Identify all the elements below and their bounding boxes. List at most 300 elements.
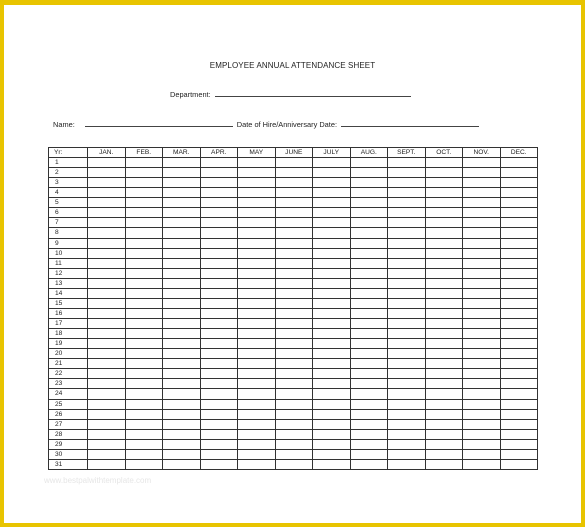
attendance-cell[interactable] bbox=[463, 329, 501, 339]
attendance-cell[interactable] bbox=[238, 389, 276, 399]
attendance-cell[interactable] bbox=[425, 429, 463, 439]
attendance-cell[interactable] bbox=[350, 238, 388, 248]
attendance-cell[interactable] bbox=[163, 208, 201, 218]
attendance-cell[interactable] bbox=[388, 399, 426, 409]
attendance-cell[interactable] bbox=[275, 399, 313, 409]
attendance-cell[interactable] bbox=[200, 198, 238, 208]
attendance-cell[interactable] bbox=[500, 339, 538, 349]
attendance-cell[interactable] bbox=[500, 268, 538, 278]
attendance-cell[interactable] bbox=[313, 449, 351, 459]
attendance-cell[interactable] bbox=[350, 399, 388, 409]
attendance-cell[interactable] bbox=[125, 429, 163, 439]
attendance-cell[interactable] bbox=[125, 409, 163, 419]
attendance-cell[interactable] bbox=[88, 218, 126, 228]
attendance-cell[interactable] bbox=[238, 359, 276, 369]
attendance-cell[interactable] bbox=[463, 369, 501, 379]
attendance-cell[interactable] bbox=[275, 308, 313, 318]
attendance-cell[interactable] bbox=[350, 369, 388, 379]
attendance-cell[interactable] bbox=[500, 349, 538, 359]
attendance-cell[interactable] bbox=[425, 158, 463, 168]
attendance-cell[interactable] bbox=[88, 258, 126, 268]
attendance-cell[interactable] bbox=[425, 178, 463, 188]
attendance-cell[interactable] bbox=[88, 369, 126, 379]
attendance-cell[interactable] bbox=[500, 248, 538, 258]
attendance-cell[interactable] bbox=[463, 268, 501, 278]
attendance-cell[interactable] bbox=[238, 248, 276, 258]
attendance-cell[interactable] bbox=[88, 228, 126, 238]
attendance-cell[interactable] bbox=[425, 399, 463, 409]
attendance-cell[interactable] bbox=[425, 208, 463, 218]
attendance-cell[interactable] bbox=[163, 308, 201, 318]
attendance-cell[interactable] bbox=[125, 198, 163, 208]
attendance-cell[interactable] bbox=[125, 389, 163, 399]
attendance-cell[interactable] bbox=[238, 288, 276, 298]
attendance-cell[interactable] bbox=[388, 459, 426, 469]
attendance-cell[interactable] bbox=[350, 379, 388, 389]
attendance-cell[interactable] bbox=[275, 459, 313, 469]
attendance-cell[interactable] bbox=[238, 198, 276, 208]
attendance-cell[interactable] bbox=[88, 308, 126, 318]
attendance-cell[interactable] bbox=[163, 459, 201, 469]
attendance-cell[interactable] bbox=[350, 339, 388, 349]
attendance-cell[interactable] bbox=[200, 298, 238, 308]
attendance-cell[interactable] bbox=[388, 238, 426, 248]
attendance-cell[interactable] bbox=[425, 218, 463, 228]
attendance-cell[interactable] bbox=[200, 409, 238, 419]
attendance-cell[interactable] bbox=[388, 178, 426, 188]
attendance-cell[interactable] bbox=[275, 359, 313, 369]
attendance-cell[interactable] bbox=[275, 218, 313, 228]
department-blank-line[interactable] bbox=[215, 90, 411, 97]
attendance-cell[interactable] bbox=[200, 419, 238, 429]
attendance-cell[interactable] bbox=[350, 319, 388, 329]
attendance-cell[interactable] bbox=[163, 319, 201, 329]
attendance-cell[interactable] bbox=[238, 228, 276, 238]
attendance-cell[interactable] bbox=[350, 349, 388, 359]
attendance-cell[interactable] bbox=[238, 158, 276, 168]
attendance-cell[interactable] bbox=[388, 248, 426, 258]
attendance-cell[interactable] bbox=[88, 288, 126, 298]
attendance-cell[interactable] bbox=[125, 308, 163, 318]
attendance-cell[interactable] bbox=[350, 208, 388, 218]
attendance-cell[interactable] bbox=[88, 429, 126, 439]
attendance-cell[interactable] bbox=[275, 258, 313, 268]
attendance-cell[interactable] bbox=[275, 168, 313, 178]
attendance-cell[interactable] bbox=[500, 449, 538, 459]
attendance-cell[interactable] bbox=[125, 329, 163, 339]
attendance-cell[interactable] bbox=[463, 439, 501, 449]
attendance-cell[interactable] bbox=[388, 198, 426, 208]
attendance-cell[interactable] bbox=[500, 238, 538, 248]
attendance-cell[interactable] bbox=[163, 329, 201, 339]
attendance-cell[interactable] bbox=[425, 449, 463, 459]
attendance-cell[interactable] bbox=[163, 429, 201, 439]
attendance-cell[interactable] bbox=[313, 399, 351, 409]
attendance-cell[interactable] bbox=[238, 258, 276, 268]
attendance-cell[interactable] bbox=[200, 238, 238, 248]
attendance-cell[interactable] bbox=[88, 198, 126, 208]
attendance-cell[interactable] bbox=[425, 268, 463, 278]
attendance-cell[interactable] bbox=[388, 278, 426, 288]
attendance-cell[interactable] bbox=[350, 228, 388, 238]
attendance-cell[interactable] bbox=[200, 329, 238, 339]
attendance-cell[interactable] bbox=[500, 409, 538, 419]
attendance-cell[interactable] bbox=[425, 419, 463, 429]
attendance-cell[interactable] bbox=[163, 349, 201, 359]
attendance-cell[interactable] bbox=[163, 359, 201, 369]
attendance-cell[interactable] bbox=[388, 449, 426, 459]
attendance-cell[interactable] bbox=[463, 409, 501, 419]
attendance-cell[interactable] bbox=[463, 158, 501, 168]
attendance-cell[interactable] bbox=[125, 339, 163, 349]
attendance-cell[interactable] bbox=[238, 349, 276, 359]
attendance-cell[interactable] bbox=[238, 319, 276, 329]
attendance-cell[interactable] bbox=[125, 258, 163, 268]
attendance-cell[interactable] bbox=[463, 339, 501, 349]
attendance-cell[interactable] bbox=[313, 188, 351, 198]
attendance-cell[interactable] bbox=[275, 319, 313, 329]
attendance-cell[interactable] bbox=[463, 429, 501, 439]
attendance-cell[interactable] bbox=[388, 288, 426, 298]
attendance-cell[interactable] bbox=[275, 198, 313, 208]
attendance-cell[interactable] bbox=[425, 188, 463, 198]
attendance-cell[interactable] bbox=[125, 298, 163, 308]
attendance-cell[interactable] bbox=[125, 349, 163, 359]
attendance-cell[interactable] bbox=[388, 409, 426, 419]
attendance-cell[interactable] bbox=[463, 288, 501, 298]
attendance-cell[interactable] bbox=[125, 399, 163, 409]
attendance-cell[interactable] bbox=[275, 228, 313, 238]
attendance-cell[interactable] bbox=[500, 178, 538, 188]
attendance-cell[interactable] bbox=[313, 178, 351, 188]
attendance-cell[interactable] bbox=[425, 228, 463, 238]
attendance-cell[interactable] bbox=[88, 459, 126, 469]
attendance-cell[interactable] bbox=[463, 238, 501, 248]
attendance-cell[interactable] bbox=[238, 238, 276, 248]
attendance-cell[interactable] bbox=[388, 379, 426, 389]
attendance-cell[interactable] bbox=[388, 419, 426, 429]
attendance-cell[interactable] bbox=[388, 319, 426, 329]
attendance-cell[interactable] bbox=[500, 399, 538, 409]
attendance-cell[interactable] bbox=[200, 308, 238, 318]
attendance-cell[interactable] bbox=[275, 379, 313, 389]
attendance-cell[interactable] bbox=[425, 329, 463, 339]
attendance-cell[interactable] bbox=[163, 238, 201, 248]
attendance-cell[interactable] bbox=[500, 429, 538, 439]
attendance-cell[interactable] bbox=[163, 178, 201, 188]
attendance-cell[interactable] bbox=[200, 389, 238, 399]
attendance-cell[interactable] bbox=[350, 278, 388, 288]
attendance-cell[interactable] bbox=[350, 188, 388, 198]
attendance-cell[interactable] bbox=[425, 278, 463, 288]
attendance-cell[interactable] bbox=[163, 188, 201, 198]
attendance-cell[interactable] bbox=[313, 228, 351, 238]
attendance-cell[interactable] bbox=[88, 389, 126, 399]
attendance-cell[interactable] bbox=[463, 379, 501, 389]
attendance-cell[interactable] bbox=[350, 178, 388, 188]
attendance-cell[interactable] bbox=[463, 319, 501, 329]
attendance-cell[interactable] bbox=[500, 228, 538, 238]
attendance-cell[interactable] bbox=[88, 319, 126, 329]
attendance-cell[interactable] bbox=[163, 339, 201, 349]
attendance-cell[interactable] bbox=[200, 349, 238, 359]
attendance-cell[interactable] bbox=[463, 308, 501, 318]
attendance-cell[interactable] bbox=[463, 188, 501, 198]
attendance-cell[interactable] bbox=[275, 158, 313, 168]
attendance-cell[interactable] bbox=[313, 298, 351, 308]
attendance-cell[interactable] bbox=[425, 258, 463, 268]
attendance-cell[interactable] bbox=[313, 308, 351, 318]
attendance-cell[interactable] bbox=[125, 188, 163, 198]
attendance-cell[interactable] bbox=[425, 288, 463, 298]
attendance-cell[interactable] bbox=[425, 339, 463, 349]
attendance-cell[interactable] bbox=[350, 429, 388, 439]
attendance-cell[interactable] bbox=[313, 258, 351, 268]
attendance-cell[interactable] bbox=[238, 399, 276, 409]
attendance-cell[interactable] bbox=[500, 459, 538, 469]
attendance-cell[interactable] bbox=[238, 308, 276, 318]
attendance-cell[interactable] bbox=[88, 208, 126, 218]
attendance-cell[interactable] bbox=[313, 268, 351, 278]
attendance-cell[interactable] bbox=[275, 268, 313, 278]
attendance-cell[interactable] bbox=[388, 158, 426, 168]
attendance-cell[interactable] bbox=[500, 419, 538, 429]
attendance-cell[interactable] bbox=[238, 178, 276, 188]
attendance-cell[interactable] bbox=[463, 258, 501, 268]
attendance-cell[interactable] bbox=[275, 298, 313, 308]
attendance-cell[interactable] bbox=[238, 208, 276, 218]
attendance-cell[interactable] bbox=[238, 449, 276, 459]
attendance-cell[interactable] bbox=[200, 188, 238, 198]
attendance-cell[interactable] bbox=[350, 258, 388, 268]
attendance-cell[interactable] bbox=[275, 409, 313, 419]
attendance-cell[interactable] bbox=[425, 198, 463, 208]
attendance-cell[interactable] bbox=[350, 288, 388, 298]
attendance-cell[interactable] bbox=[350, 419, 388, 429]
attendance-cell[interactable] bbox=[500, 298, 538, 308]
attendance-cell[interactable] bbox=[88, 399, 126, 409]
attendance-cell[interactable] bbox=[200, 178, 238, 188]
attendance-cell[interactable] bbox=[200, 379, 238, 389]
attendance-cell[interactable] bbox=[313, 389, 351, 399]
attendance-cell[interactable] bbox=[200, 439, 238, 449]
attendance-cell[interactable] bbox=[125, 178, 163, 188]
attendance-cell[interactable] bbox=[275, 439, 313, 449]
attendance-cell[interactable] bbox=[200, 399, 238, 409]
attendance-cell[interactable] bbox=[313, 439, 351, 449]
attendance-cell[interactable] bbox=[275, 329, 313, 339]
attendance-cell[interactable] bbox=[350, 449, 388, 459]
attendance-cell[interactable] bbox=[238, 298, 276, 308]
attendance-cell[interactable] bbox=[388, 439, 426, 449]
attendance-cell[interactable] bbox=[388, 359, 426, 369]
attendance-cell[interactable] bbox=[200, 449, 238, 459]
attendance-cell[interactable] bbox=[238, 168, 276, 178]
attendance-cell[interactable] bbox=[388, 369, 426, 379]
attendance-cell[interactable] bbox=[238, 218, 276, 228]
attendance-cell[interactable] bbox=[88, 349, 126, 359]
attendance-cell[interactable] bbox=[313, 339, 351, 349]
attendance-cell[interactable] bbox=[350, 329, 388, 339]
attendance-cell[interactable] bbox=[200, 429, 238, 439]
attendance-cell[interactable] bbox=[125, 288, 163, 298]
attendance-cell[interactable] bbox=[88, 188, 126, 198]
attendance-cell[interactable] bbox=[238, 379, 276, 389]
attendance-cell[interactable] bbox=[88, 298, 126, 308]
attendance-cell[interactable] bbox=[425, 379, 463, 389]
attendance-cell[interactable] bbox=[425, 359, 463, 369]
attendance-cell[interactable] bbox=[275, 369, 313, 379]
attendance-cell[interactable] bbox=[388, 258, 426, 268]
attendance-cell[interactable] bbox=[500, 329, 538, 339]
attendance-cell[interactable] bbox=[425, 298, 463, 308]
attendance-cell[interactable] bbox=[238, 268, 276, 278]
attendance-cell[interactable] bbox=[163, 248, 201, 258]
attendance-cell[interactable] bbox=[88, 359, 126, 369]
attendance-cell[interactable] bbox=[238, 329, 276, 339]
attendance-cell[interactable] bbox=[500, 208, 538, 218]
attendance-cell[interactable] bbox=[163, 158, 201, 168]
attendance-cell[interactable] bbox=[313, 158, 351, 168]
attendance-cell[interactable] bbox=[425, 349, 463, 359]
attendance-cell[interactable] bbox=[388, 298, 426, 308]
attendance-cell[interactable] bbox=[200, 459, 238, 469]
attendance-cell[interactable] bbox=[388, 188, 426, 198]
attendance-cell[interactable] bbox=[88, 158, 126, 168]
attendance-cell[interactable] bbox=[125, 238, 163, 248]
attendance-cell[interactable] bbox=[88, 409, 126, 419]
attendance-cell[interactable] bbox=[350, 218, 388, 228]
attendance-cell[interactable] bbox=[463, 449, 501, 459]
attendance-cell[interactable] bbox=[500, 439, 538, 449]
attendance-cell[interactable] bbox=[163, 268, 201, 278]
attendance-cell[interactable] bbox=[388, 329, 426, 339]
attendance-cell[interactable] bbox=[388, 218, 426, 228]
attendance-cell[interactable] bbox=[500, 319, 538, 329]
attendance-cell[interactable] bbox=[350, 198, 388, 208]
attendance-cell[interactable] bbox=[313, 319, 351, 329]
attendance-cell[interactable] bbox=[313, 288, 351, 298]
attendance-cell[interactable] bbox=[88, 278, 126, 288]
attendance-cell[interactable] bbox=[163, 439, 201, 449]
attendance-cell[interactable] bbox=[163, 298, 201, 308]
attendance-cell[interactable] bbox=[500, 359, 538, 369]
attendance-cell[interactable] bbox=[313, 329, 351, 339]
attendance-cell[interactable] bbox=[388, 339, 426, 349]
attendance-cell[interactable] bbox=[463, 168, 501, 178]
attendance-cell[interactable] bbox=[350, 268, 388, 278]
attendance-cell[interactable] bbox=[388, 268, 426, 278]
attendance-cell[interactable] bbox=[163, 228, 201, 238]
attendance-cell[interactable] bbox=[313, 419, 351, 429]
attendance-cell[interactable] bbox=[238, 409, 276, 419]
attendance-cell[interactable] bbox=[500, 158, 538, 168]
attendance-cell[interactable] bbox=[425, 168, 463, 178]
attendance-cell[interactable] bbox=[125, 218, 163, 228]
attendance-cell[interactable] bbox=[125, 359, 163, 369]
attendance-cell[interactable] bbox=[463, 359, 501, 369]
attendance-cell[interactable] bbox=[275, 208, 313, 218]
attendance-cell[interactable] bbox=[275, 238, 313, 248]
attendance-cell[interactable] bbox=[350, 359, 388, 369]
attendance-cell[interactable] bbox=[388, 308, 426, 318]
attendance-cell[interactable] bbox=[463, 298, 501, 308]
attendance-cell[interactable] bbox=[425, 248, 463, 258]
attendance-cell[interactable] bbox=[313, 379, 351, 389]
attendance-cell[interactable] bbox=[425, 238, 463, 248]
attendance-cell[interactable] bbox=[125, 369, 163, 379]
attendance-cell[interactable] bbox=[163, 389, 201, 399]
attendance-cell[interactable] bbox=[500, 258, 538, 268]
attendance-cell[interactable] bbox=[200, 369, 238, 379]
attendance-cell[interactable] bbox=[463, 198, 501, 208]
attendance-cell[interactable] bbox=[88, 329, 126, 339]
attendance-cell[interactable] bbox=[88, 248, 126, 258]
attendance-cell[interactable] bbox=[163, 409, 201, 419]
attendance-cell[interactable] bbox=[163, 168, 201, 178]
attendance-cell[interactable] bbox=[200, 218, 238, 228]
hire-date-blank-line[interactable] bbox=[341, 120, 479, 127]
attendance-cell[interactable] bbox=[88, 439, 126, 449]
attendance-cell[interactable] bbox=[463, 178, 501, 188]
attendance-cell[interactable] bbox=[163, 278, 201, 288]
attendance-cell[interactable] bbox=[163, 198, 201, 208]
attendance-cell[interactable] bbox=[500, 308, 538, 318]
attendance-cell[interactable] bbox=[88, 238, 126, 248]
attendance-cell[interactable] bbox=[88, 449, 126, 459]
attendance-cell[interactable] bbox=[275, 349, 313, 359]
attendance-cell[interactable] bbox=[200, 208, 238, 218]
attendance-cell[interactable] bbox=[350, 248, 388, 258]
attendance-cell[interactable] bbox=[125, 319, 163, 329]
attendance-cell[interactable] bbox=[500, 379, 538, 389]
attendance-cell[interactable] bbox=[275, 248, 313, 258]
attendance-cell[interactable] bbox=[163, 449, 201, 459]
attendance-cell[interactable] bbox=[388, 228, 426, 238]
attendance-cell[interactable] bbox=[463, 248, 501, 258]
attendance-cell[interactable] bbox=[275, 429, 313, 439]
attendance-cell[interactable] bbox=[500, 218, 538, 228]
attendance-cell[interactable] bbox=[388, 208, 426, 218]
attendance-cell[interactable] bbox=[425, 369, 463, 379]
attendance-cell[interactable] bbox=[88, 419, 126, 429]
attendance-cell[interactable] bbox=[500, 288, 538, 298]
attendance-cell[interactable] bbox=[200, 288, 238, 298]
attendance-cell[interactable] bbox=[163, 399, 201, 409]
attendance-cell[interactable] bbox=[238, 439, 276, 449]
name-blank-line[interactable] bbox=[85, 120, 233, 127]
attendance-cell[interactable] bbox=[238, 459, 276, 469]
attendance-cell[interactable] bbox=[88, 339, 126, 349]
attendance-cell[interactable] bbox=[125, 459, 163, 469]
attendance-cell[interactable] bbox=[500, 168, 538, 178]
attendance-cell[interactable] bbox=[200, 248, 238, 258]
attendance-cell[interactable] bbox=[125, 278, 163, 288]
attendance-cell[interactable] bbox=[388, 349, 426, 359]
attendance-cell[interactable] bbox=[350, 158, 388, 168]
attendance-cell[interactable] bbox=[350, 389, 388, 399]
attendance-cell[interactable] bbox=[313, 208, 351, 218]
attendance-cell[interactable] bbox=[313, 349, 351, 359]
attendance-cell[interactable] bbox=[463, 218, 501, 228]
attendance-cell[interactable] bbox=[425, 459, 463, 469]
attendance-cell[interactable] bbox=[313, 459, 351, 469]
attendance-cell[interactable] bbox=[500, 198, 538, 208]
attendance-cell[interactable] bbox=[200, 359, 238, 369]
attendance-cell[interactable] bbox=[200, 319, 238, 329]
attendance-cell[interactable] bbox=[313, 369, 351, 379]
attendance-cell[interactable] bbox=[463, 278, 501, 288]
